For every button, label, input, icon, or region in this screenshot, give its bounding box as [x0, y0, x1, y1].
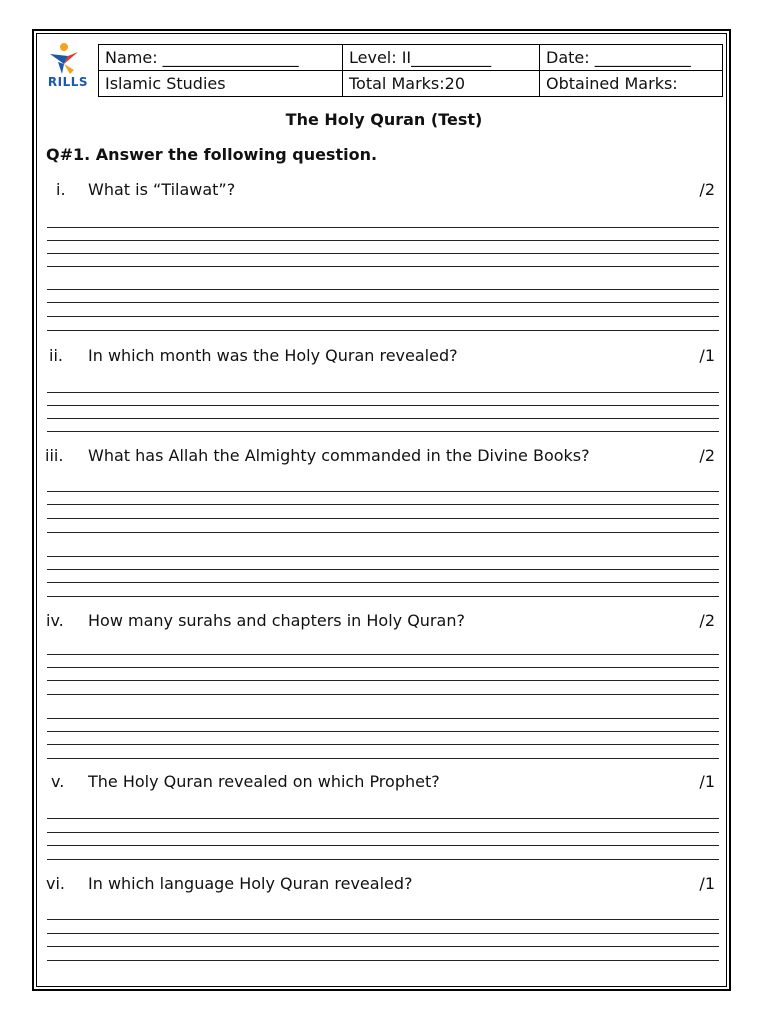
answer-line[interactable] — [47, 718, 719, 719]
question-number: v. — [51, 772, 65, 791]
answer-line[interactable] — [47, 405, 719, 406]
answer-line[interactable] — [47, 491, 719, 492]
question-marks: /2 — [699, 611, 715, 630]
question-number: i. — [56, 180, 66, 199]
question-marks: /2 — [699, 180, 715, 199]
student-info-table — [98, 44, 723, 97]
answer-line[interactable] — [47, 240, 719, 241]
answer-line[interactable] — [47, 418, 719, 419]
question-number: vi. — [46, 874, 65, 893]
question-text: What is “Tilawat”? — [88, 180, 236, 199]
answer-line[interactable] — [47, 919, 719, 920]
logo-text: RILLS — [47, 75, 89, 89]
page-border-inner — [36, 33, 727, 987]
question-text: In which month was the Holy Quran revealed? — [88, 346, 458, 365]
subject-cell: Islamic Studies — [99, 71, 343, 97]
answer-line[interactable] — [47, 960, 719, 961]
question-marks: /2 — [699, 446, 715, 465]
question-marks: /1 — [699, 346, 715, 365]
answer-line[interactable] — [47, 556, 719, 557]
test-title: The Holy Quran (Test) — [285, 110, 483, 129]
school-logo — [44, 42, 92, 94]
answer-line[interactable] — [47, 680, 719, 681]
question-text: The Holy Quran revealed on which Prophet? — [88, 772, 440, 791]
answer-line[interactable] — [47, 289, 719, 290]
answer-line[interactable] — [47, 694, 719, 695]
answer-line[interactable] — [47, 744, 719, 745]
answer-line[interactable] — [47, 582, 719, 583]
answer-line[interactable] — [47, 933, 719, 934]
answer-line[interactable] — [47, 832, 719, 833]
answer-line[interactable] — [47, 569, 719, 570]
name-field[interactable]: Name: _________________ — [99, 45, 343, 71]
question-number: ii. — [49, 346, 63, 365]
answer-line[interactable] — [47, 731, 719, 732]
question-text: What has Allah the Almighty commanded in the Divine Books? — [88, 446, 590, 465]
answer-line[interactable] — [47, 596, 719, 597]
question-text: How many surahs and chapters in Holy Quran? — [88, 611, 465, 630]
level-field[interactable]: Level: II__________ — [343, 45, 540, 71]
section-heading: Q#1. Answer the following question. — [46, 145, 378, 164]
total-marks-cell: Total Marks:20 — [343, 71, 540, 97]
answer-line[interactable] — [47, 504, 719, 505]
answer-line[interactable] — [47, 253, 719, 254]
question-text: In which language Holy Quran revealed? — [88, 874, 413, 893]
answer-line[interactable] — [47, 431, 719, 432]
answer-line[interactable] — [47, 667, 719, 668]
question-marks: /1 — [699, 772, 715, 791]
answer-line[interactable] — [47, 818, 719, 819]
answer-line[interactable] — [47, 758, 719, 759]
answer-line[interactable] — [47, 845, 719, 846]
question-number: iii. — [45, 446, 64, 465]
answer-line[interactable] — [47, 532, 719, 533]
answer-line[interactable] — [47, 330, 719, 331]
answer-line[interactable] — [47, 227, 719, 228]
obtained-marks-field[interactable]: Obtained Marks: — [540, 71, 723, 97]
answer-line[interactable] — [47, 316, 719, 317]
question-number: iv. — [46, 611, 64, 630]
person-arrow-logo-icon — [44, 42, 92, 78]
answer-line[interactable] — [47, 266, 719, 267]
date-field[interactable]: Date: ____________ — [540, 45, 723, 71]
answer-line[interactable] — [47, 946, 719, 947]
answer-line[interactable] — [47, 859, 719, 860]
question-marks: /1 — [699, 874, 715, 893]
answer-line[interactable] — [47, 392, 719, 393]
answer-line[interactable] — [47, 302, 719, 303]
answer-line[interactable] — [47, 518, 719, 519]
answer-line[interactable] — [47, 654, 719, 655]
